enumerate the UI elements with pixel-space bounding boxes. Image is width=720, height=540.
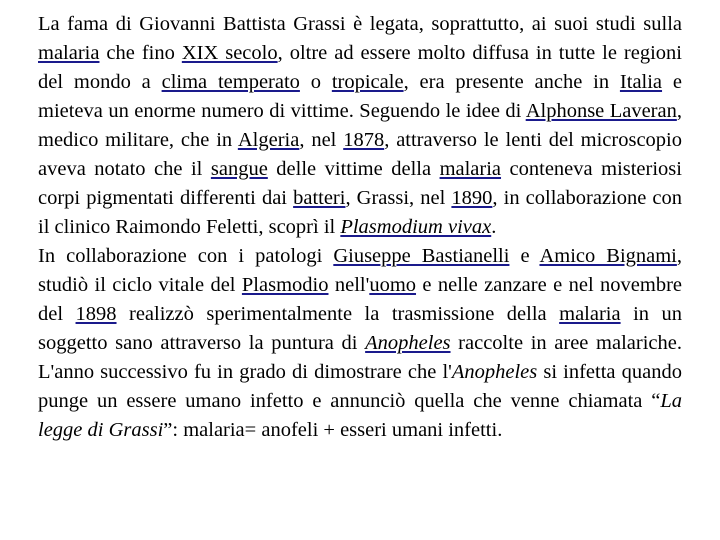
text: . (491, 216, 497, 238)
text: , medico militare, che in (38, 100, 682, 151)
text: conteneva misteriosi corpi pigmentati differenti dai (38, 158, 682, 209)
link-1898[interactable]: 1898 (75, 303, 117, 325)
link-giuseppe-bastianelli[interactable]: Giuseppe Bastianelli (333, 245, 510, 267)
link-algeria[interactable]: Algeria (237, 129, 300, 151)
link-1890[interactable]: 1890 (451, 187, 493, 209)
text: nell' (328, 274, 370, 296)
text: , attraverso le lenti del microscopio aveva notato che il (38, 129, 683, 180)
text: In collaborazione con i patologi (38, 245, 334, 267)
link-uomo[interactable]: uomo (369, 274, 417, 296)
text: e nelle zanzare e nel novembre del (38, 274, 682, 325)
link-batteri[interactable]: batteri (293, 187, 346, 209)
text: , studiò il ciclo vitale del (38, 245, 683, 296)
text: in un soggetto sano attraverso la puntura di (38, 303, 682, 354)
text: realizzò sperimentalmente la trasmissione della (116, 303, 560, 325)
text: , era presente anche in (403, 71, 620, 93)
paragraph-grassi-research (38, 242, 682, 445)
text: ”: malaria= anofeli + esseri umani infetti. (163, 419, 503, 441)
link-sangue[interactable]: sangue (210, 158, 268, 180)
text: e mieteva un enorme numero di vittime. Seguendo le idee di (38, 71, 682, 122)
text: che fino (99, 42, 182, 64)
paragraph-grassi-intro (38, 10, 682, 242)
italic-legge-di-grassi: La legge di Grassi (38, 390, 682, 441)
text: e (509, 245, 540, 267)
text: o (299, 71, 332, 93)
text: La fama di Giovanni Battista Grassi è legata, soprattutto, ai suoi studi sulla (38, 13, 682, 35)
italic-anopheles: Anopheles (451, 361, 538, 383)
link-anopheles[interactable]: Anopheles (365, 332, 451, 354)
link-1878[interactable]: 1878 (343, 129, 385, 151)
link-plasmodium-vivax[interactable]: Plasmodium vivax (340, 216, 492, 238)
text: , nel (299, 129, 344, 151)
link-plasmodio[interactable]: Plasmodio (241, 274, 329, 296)
link-alphonse-laveran[interactable]: Alphonse Laveran (525, 100, 677, 122)
link-clima-temperato[interactable]: clima temperato (161, 71, 300, 93)
text: delle vittime della (267, 158, 440, 180)
text: si infetta quando punge un essere umano infetto e annunciò quella che venne chiamata “ (38, 361, 682, 412)
link-tropicale[interactable]: tropicale (331, 71, 404, 93)
link-xix-secolo[interactable]: XIX secolo (181, 42, 278, 64)
link-italia[interactable]: Italia (619, 71, 663, 93)
link-amico-bignami[interactable]: Amico Bignami (539, 245, 677, 267)
link-malaria[interactable]: malaria (559, 303, 621, 325)
text: raccolte in aree malariche. L'anno successivo fu in grado di dimostrare che l' (38, 332, 682, 383)
document-body (38, 10, 682, 445)
text: , Grassi, nel (345, 187, 452, 209)
link-malaria[interactable]: malaria (439, 158, 502, 180)
link-malaria[interactable]: malaria (38, 42, 100, 64)
text: , oltre ad essere molto diffusa in tutte le regioni del mondo a (38, 42, 682, 93)
text: , in collaborazione con il clinico Raimondo Feletti, scoprì il (38, 187, 682, 238)
